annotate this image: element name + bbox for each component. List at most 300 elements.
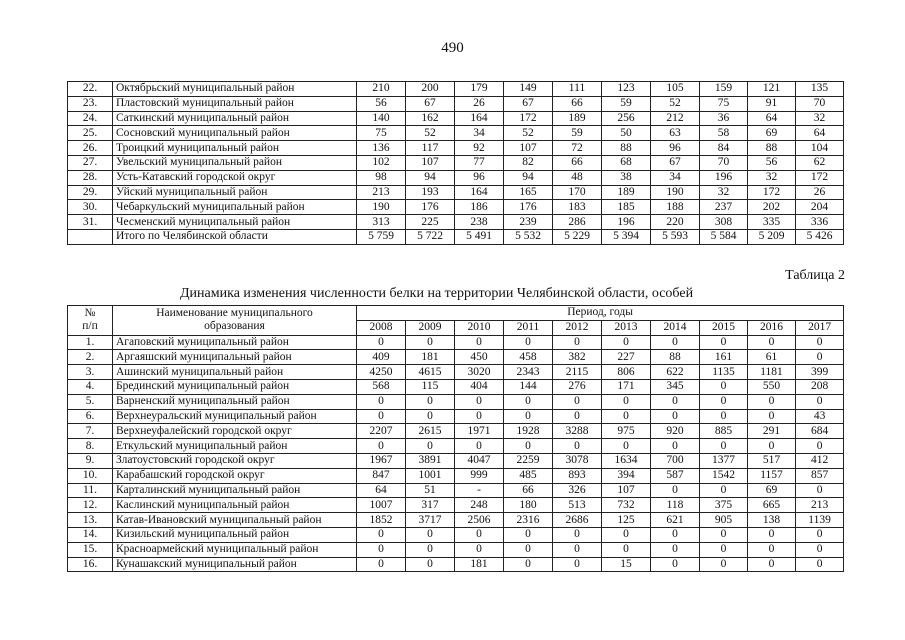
row-value: 70 bbox=[700, 155, 748, 170]
row-value: 2316 bbox=[504, 513, 553, 528]
row-value: 180 bbox=[504, 498, 553, 513]
row-value: 286 bbox=[553, 215, 602, 230]
row-name: Златоустовский городской округ bbox=[113, 453, 357, 468]
row-value: 61 bbox=[748, 350, 796, 365]
row-name: Еткульский муниципальный район bbox=[113, 439, 357, 454]
row-value: 0 bbox=[406, 439, 455, 454]
table-row bbox=[68, 170, 844, 185]
row-name: Чесменский муниципальный район bbox=[113, 215, 357, 230]
row-value: 0 bbox=[700, 335, 748, 350]
row-value: 248 bbox=[455, 498, 504, 513]
row-value: 59 bbox=[553, 126, 602, 141]
row-value: 88 bbox=[748, 141, 796, 156]
row-value: 164 bbox=[455, 111, 504, 126]
table-row bbox=[68, 542, 844, 557]
row-value: 84 bbox=[700, 141, 748, 156]
row-value: 98 bbox=[357, 170, 406, 185]
row-value: 0 bbox=[553, 394, 602, 409]
row-value: 190 bbox=[651, 185, 700, 200]
table-row bbox=[68, 96, 844, 111]
row-value: 104 bbox=[796, 141, 844, 156]
row-value: 975 bbox=[602, 424, 651, 439]
row-name: Пластовский муниципальный район bbox=[113, 96, 357, 111]
row-value: 59 bbox=[602, 96, 651, 111]
row-value: 63 bbox=[651, 126, 700, 141]
row-value: 0 bbox=[700, 394, 748, 409]
header-num-line1: № bbox=[84, 307, 96, 320]
row-name: Катав-Ивановский муниципальный район bbox=[113, 513, 357, 528]
table-row bbox=[68, 155, 844, 170]
row-value: 96 bbox=[651, 141, 700, 156]
row-value: 2615 bbox=[406, 424, 455, 439]
table-row bbox=[68, 468, 844, 483]
row-value: 684 bbox=[796, 424, 844, 439]
row-value: 5 209 bbox=[748, 229, 796, 244]
row-value: 0 bbox=[651, 542, 700, 557]
row-value: 0 bbox=[406, 394, 455, 409]
row-value: 48 bbox=[553, 170, 602, 185]
row-value: 3020 bbox=[455, 365, 504, 380]
row-value: 0 bbox=[455, 527, 504, 542]
row-value: 326 bbox=[553, 483, 602, 498]
row-number: 14. bbox=[68, 527, 113, 542]
table-row bbox=[68, 394, 844, 409]
row-value: 213 bbox=[796, 498, 844, 513]
row-value: 149 bbox=[504, 82, 553, 97]
row-value: 0 bbox=[504, 542, 553, 557]
table-1-body bbox=[68, 82, 844, 245]
row-name: Октябрьский муниципальный район bbox=[113, 82, 357, 97]
row-number: 7. bbox=[68, 424, 113, 439]
row-number: 10. bbox=[68, 468, 113, 483]
row-value: 0 bbox=[796, 542, 844, 557]
row-value: 4615 bbox=[406, 365, 455, 380]
row-value: 159 bbox=[700, 82, 748, 97]
table-row bbox=[68, 111, 844, 126]
row-value: 375 bbox=[700, 498, 748, 513]
row-number: 4. bbox=[68, 379, 113, 394]
row-value: 185 bbox=[602, 200, 651, 215]
table-row bbox=[68, 335, 844, 350]
row-name: Варненский муниципальный район bbox=[113, 394, 357, 409]
row-value: 52 bbox=[504, 126, 553, 141]
row-value: 587 bbox=[651, 468, 700, 483]
row-value: 26 bbox=[455, 96, 504, 111]
header-name-line2: образования bbox=[204, 320, 265, 333]
row-value: 0 bbox=[651, 335, 700, 350]
row-value: 806 bbox=[602, 365, 651, 380]
row-value: 1157 bbox=[748, 468, 796, 483]
row-value: 62 bbox=[796, 155, 844, 170]
row-name: Каслинский муниципальный район bbox=[113, 498, 357, 513]
row-number: 5. bbox=[68, 394, 113, 409]
table-row bbox=[68, 229, 844, 244]
row-value: 5 394 bbox=[602, 229, 651, 244]
header-year: 2010 bbox=[455, 320, 504, 335]
row-value: 399 bbox=[796, 365, 844, 380]
row-number: 3. bbox=[68, 365, 113, 380]
row-value: 0 bbox=[651, 527, 700, 542]
row-value: 75 bbox=[357, 126, 406, 141]
row-value: 0 bbox=[748, 335, 796, 350]
row-number: 31. bbox=[68, 215, 113, 230]
header-year: 2015 bbox=[700, 320, 748, 335]
row-value: 0 bbox=[651, 557, 700, 572]
row-value: 161 bbox=[700, 350, 748, 365]
row-value: 212 bbox=[651, 111, 700, 126]
row-value: 5 584 bbox=[700, 229, 748, 244]
table-2 bbox=[67, 305, 844, 572]
row-value: 394 bbox=[602, 468, 651, 483]
row-value: 3288 bbox=[553, 424, 602, 439]
row-number: 9. bbox=[68, 453, 113, 468]
row-value: 5 532 bbox=[504, 229, 553, 244]
row-value: 237 bbox=[700, 200, 748, 215]
table-row bbox=[68, 200, 844, 215]
row-value: 72 bbox=[553, 141, 602, 156]
row-value: 118 bbox=[651, 498, 700, 513]
row-value: 308 bbox=[700, 215, 748, 230]
row-value: 179 bbox=[455, 82, 504, 97]
row-number: 12. bbox=[68, 498, 113, 513]
row-value: 91 bbox=[748, 96, 796, 111]
row-value: 135 bbox=[796, 82, 844, 97]
row-name: Карабашский городской округ bbox=[113, 468, 357, 483]
header-year: 2013 bbox=[602, 320, 651, 335]
row-value: 382 bbox=[553, 350, 602, 365]
row-value: 183 bbox=[553, 200, 602, 215]
row-value: 88 bbox=[651, 350, 700, 365]
row-value: 52 bbox=[406, 126, 455, 141]
header-year: 2017 bbox=[796, 320, 844, 335]
row-number: 1. bbox=[68, 335, 113, 350]
row-value: 0 bbox=[700, 542, 748, 557]
row-value: 1542 bbox=[700, 468, 748, 483]
row-value: 412 bbox=[796, 453, 844, 468]
row-value: 186 bbox=[455, 200, 504, 215]
table-row bbox=[68, 185, 844, 200]
row-value: 202 bbox=[748, 200, 796, 215]
row-value: 5 491 bbox=[455, 229, 504, 244]
row-value: 70 bbox=[796, 96, 844, 111]
row-value: 0 bbox=[700, 527, 748, 542]
row-value: 847 bbox=[357, 468, 406, 483]
row-number: 26. bbox=[68, 141, 113, 156]
row-value: 193 bbox=[406, 185, 455, 200]
row-value: 0 bbox=[796, 439, 844, 454]
table-row bbox=[68, 527, 844, 542]
table-2-header-row-1 bbox=[68, 306, 844, 321]
header-year: 2009 bbox=[406, 320, 455, 335]
row-value: 517 bbox=[748, 453, 796, 468]
row-number: 25. bbox=[68, 126, 113, 141]
row-value: 5 426 bbox=[796, 229, 844, 244]
header-num-line2: п/п bbox=[82, 320, 98, 333]
row-value: 144 bbox=[504, 379, 553, 394]
row-value: 0 bbox=[406, 557, 455, 572]
row-value: 111 bbox=[553, 82, 602, 97]
row-number: 2. bbox=[68, 350, 113, 365]
row-value: 0 bbox=[748, 409, 796, 424]
row-number: 22. bbox=[68, 82, 113, 97]
row-value: 67 bbox=[504, 96, 553, 111]
row-value: 0 bbox=[504, 557, 553, 572]
row-value: 0 bbox=[357, 394, 406, 409]
row-value: 51 bbox=[406, 483, 455, 498]
row-value: 0 bbox=[455, 394, 504, 409]
row-value: 0 bbox=[504, 335, 553, 350]
row-value: 0 bbox=[796, 350, 844, 365]
row-value: 66 bbox=[553, 96, 602, 111]
row-value: 0 bbox=[700, 483, 748, 498]
row-value: 0 bbox=[602, 409, 651, 424]
row-value: 4250 bbox=[357, 365, 406, 380]
row-number: 28. bbox=[68, 170, 113, 185]
row-value: 94 bbox=[504, 170, 553, 185]
row-value: 1634 bbox=[602, 453, 651, 468]
row-value: 2343 bbox=[504, 365, 553, 380]
row-value: 66 bbox=[553, 155, 602, 170]
row-value: 69 bbox=[748, 126, 796, 141]
row-value: 96 bbox=[455, 170, 504, 185]
row-value: 34 bbox=[455, 126, 504, 141]
row-value: 450 bbox=[455, 350, 504, 365]
row-value: 239 bbox=[504, 215, 553, 230]
row-value: 513 bbox=[553, 498, 602, 513]
row-value: 92 bbox=[455, 141, 504, 156]
row-value: 67 bbox=[406, 96, 455, 111]
row-value: 68 bbox=[602, 155, 651, 170]
row-value: 56 bbox=[357, 96, 406, 111]
row-value: 0 bbox=[796, 483, 844, 498]
row-value: 458 bbox=[504, 350, 553, 365]
row-number: 23. bbox=[68, 96, 113, 111]
row-value: 1001 bbox=[406, 468, 455, 483]
row-value: 38 bbox=[602, 170, 651, 185]
row-value: 77 bbox=[455, 155, 504, 170]
table-row bbox=[68, 557, 844, 572]
row-value: 893 bbox=[553, 468, 602, 483]
table-row bbox=[68, 379, 844, 394]
row-value: 208 bbox=[796, 379, 844, 394]
row-name: Красноармейский муниципальный район bbox=[113, 542, 357, 557]
row-number: 27. bbox=[68, 155, 113, 170]
row-value: 905 bbox=[700, 513, 748, 528]
row-value: 64 bbox=[796, 126, 844, 141]
row-value: 291 bbox=[748, 424, 796, 439]
table-2-title: Динамика изменения численности белки на территории Челябинской области, особей bbox=[180, 286, 694, 301]
row-name: Карталинский муниципальный район bbox=[113, 483, 357, 498]
row-value: 105 bbox=[651, 82, 700, 97]
row-value: 94 bbox=[406, 170, 455, 185]
row-value: 0 bbox=[602, 335, 651, 350]
row-name: Брединский муниципальный район bbox=[113, 379, 357, 394]
table-row bbox=[68, 483, 844, 498]
row-value: 0 bbox=[651, 483, 700, 498]
row-value: 0 bbox=[700, 409, 748, 424]
row-value: 188 bbox=[651, 200, 700, 215]
row-value: 172 bbox=[504, 111, 553, 126]
row-value: 227 bbox=[602, 350, 651, 365]
table-row bbox=[68, 82, 844, 97]
row-value: 3078 bbox=[553, 453, 602, 468]
row-value: 2115 bbox=[553, 365, 602, 380]
row-value: 210 bbox=[357, 82, 406, 97]
row-value: 0 bbox=[651, 439, 700, 454]
row-value: 0 bbox=[602, 394, 651, 409]
header-period: Период, годы bbox=[357, 306, 844, 321]
row-name: Уйский муниципальный район bbox=[113, 185, 357, 200]
row-name: Агаповский муниципальный район bbox=[113, 335, 357, 350]
row-value: 200 bbox=[406, 82, 455, 97]
row-value: 0 bbox=[504, 409, 553, 424]
row-value: 313 bbox=[357, 215, 406, 230]
row-value: 2506 bbox=[455, 513, 504, 528]
row-value: 107 bbox=[504, 141, 553, 156]
row-value: 0 bbox=[748, 394, 796, 409]
row-value: 67 bbox=[651, 155, 700, 170]
row-value: 181 bbox=[406, 350, 455, 365]
row-value: 0 bbox=[553, 439, 602, 454]
row-value: 1928 bbox=[504, 424, 553, 439]
row-value: 196 bbox=[700, 170, 748, 185]
row-value: 1135 bbox=[700, 365, 748, 380]
row-value: 409 bbox=[357, 350, 406, 365]
row-value: 0 bbox=[748, 542, 796, 557]
row-value: 1007 bbox=[357, 498, 406, 513]
row-value: 0 bbox=[748, 439, 796, 454]
row-value: 190 bbox=[357, 200, 406, 215]
row-value: 225 bbox=[406, 215, 455, 230]
row-value: 999 bbox=[455, 468, 504, 483]
row-value: 82 bbox=[504, 155, 553, 170]
row-value: 32 bbox=[700, 185, 748, 200]
row-value: 0 bbox=[406, 335, 455, 350]
row-value: 0 bbox=[700, 439, 748, 454]
row-name: Увельский муниципальный район bbox=[113, 155, 357, 170]
header-year: 2012 bbox=[553, 320, 602, 335]
page-number: 490 bbox=[441, 40, 464, 56]
row-value: 0 bbox=[602, 439, 651, 454]
row-number: 8. bbox=[68, 439, 113, 454]
row-value: 52 bbox=[651, 96, 700, 111]
row-value: 107 bbox=[602, 483, 651, 498]
row-value: 26 bbox=[796, 185, 844, 200]
row-value: 276 bbox=[553, 379, 602, 394]
row-value: 1181 bbox=[748, 365, 796, 380]
row-value: 4047 bbox=[455, 453, 504, 468]
row-value: 345 bbox=[651, 379, 700, 394]
row-value: 1377 bbox=[700, 453, 748, 468]
row-value: 238 bbox=[455, 215, 504, 230]
row-value: 170 bbox=[553, 185, 602, 200]
row-value: 58 bbox=[700, 126, 748, 141]
table-row bbox=[68, 350, 844, 365]
row-name: Аргаяшский муниципальный район bbox=[113, 350, 357, 365]
row-value: 32 bbox=[796, 111, 844, 126]
row-value: 2686 bbox=[553, 513, 602, 528]
row-value: 171 bbox=[602, 379, 651, 394]
row-value: 64 bbox=[748, 111, 796, 126]
row-value: 700 bbox=[651, 453, 700, 468]
row-value: - bbox=[455, 483, 504, 498]
row-value: 176 bbox=[504, 200, 553, 215]
row-value: 0 bbox=[553, 335, 602, 350]
row-value: 0 bbox=[602, 542, 651, 557]
row-value: 32 bbox=[748, 170, 796, 185]
row-value: 164 bbox=[455, 185, 504, 200]
table-row bbox=[68, 215, 844, 230]
row-value: 204 bbox=[796, 200, 844, 215]
row-number: 30. bbox=[68, 200, 113, 215]
row-value: 1852 bbox=[357, 513, 406, 528]
row-value: 172 bbox=[796, 170, 844, 185]
row-value: 0 bbox=[796, 557, 844, 572]
header-num bbox=[68, 306, 113, 336]
table-row bbox=[68, 498, 844, 513]
row-value: 43 bbox=[796, 409, 844, 424]
row-value: 0 bbox=[357, 557, 406, 572]
row-value: 485 bbox=[504, 468, 553, 483]
row-value: 162 bbox=[406, 111, 455, 126]
table-row bbox=[68, 365, 844, 380]
row-value: 857 bbox=[796, 468, 844, 483]
row-value: 220 bbox=[651, 215, 700, 230]
table-1 bbox=[67, 81, 844, 245]
row-value: 0 bbox=[700, 557, 748, 572]
row-value: 3891 bbox=[406, 453, 455, 468]
row-value: 0 bbox=[602, 527, 651, 542]
row-value: 196 bbox=[602, 215, 651, 230]
row-name: Кунашакский муниципальный район bbox=[113, 557, 357, 572]
row-number: 15. bbox=[68, 542, 113, 557]
row-value: 117 bbox=[406, 141, 455, 156]
row-value: 36 bbox=[700, 111, 748, 126]
row-value: 0 bbox=[357, 542, 406, 557]
row-value: 5 759 bbox=[357, 229, 406, 244]
table-2-body bbox=[68, 335, 844, 572]
row-value: 181 bbox=[455, 557, 504, 572]
row-value: 5 593 bbox=[651, 229, 700, 244]
row-name: Итого по Челябинской области bbox=[113, 229, 357, 244]
row-value: 15 bbox=[602, 557, 651, 572]
row-value: 115 bbox=[406, 379, 455, 394]
row-value: 336 bbox=[796, 215, 844, 230]
row-value: 66 bbox=[504, 483, 553, 498]
table-row bbox=[68, 453, 844, 468]
row-value: 0 bbox=[455, 439, 504, 454]
row-value: 69 bbox=[748, 483, 796, 498]
header-year: 2011 bbox=[504, 320, 553, 335]
row-value: 0 bbox=[504, 527, 553, 542]
row-number: 11. bbox=[68, 483, 113, 498]
row-value: 0 bbox=[406, 409, 455, 424]
row-value: 121 bbox=[748, 82, 796, 97]
table-label: Таблица 2 bbox=[785, 268, 845, 283]
row-value: 0 bbox=[406, 542, 455, 557]
header-name-line1: Наименование муниципального bbox=[156, 307, 313, 320]
row-value: 123 bbox=[602, 82, 651, 97]
row-value: 0 bbox=[357, 409, 406, 424]
row-value: 0 bbox=[796, 527, 844, 542]
row-value: 0 bbox=[504, 439, 553, 454]
row-value: 50 bbox=[602, 126, 651, 141]
row-value: 165 bbox=[504, 185, 553, 200]
header-year: 2008 bbox=[357, 320, 406, 335]
row-name: Верхнеуральский муниципальный район bbox=[113, 409, 357, 424]
row-value: 189 bbox=[553, 111, 602, 126]
row-value: 0 bbox=[748, 527, 796, 542]
